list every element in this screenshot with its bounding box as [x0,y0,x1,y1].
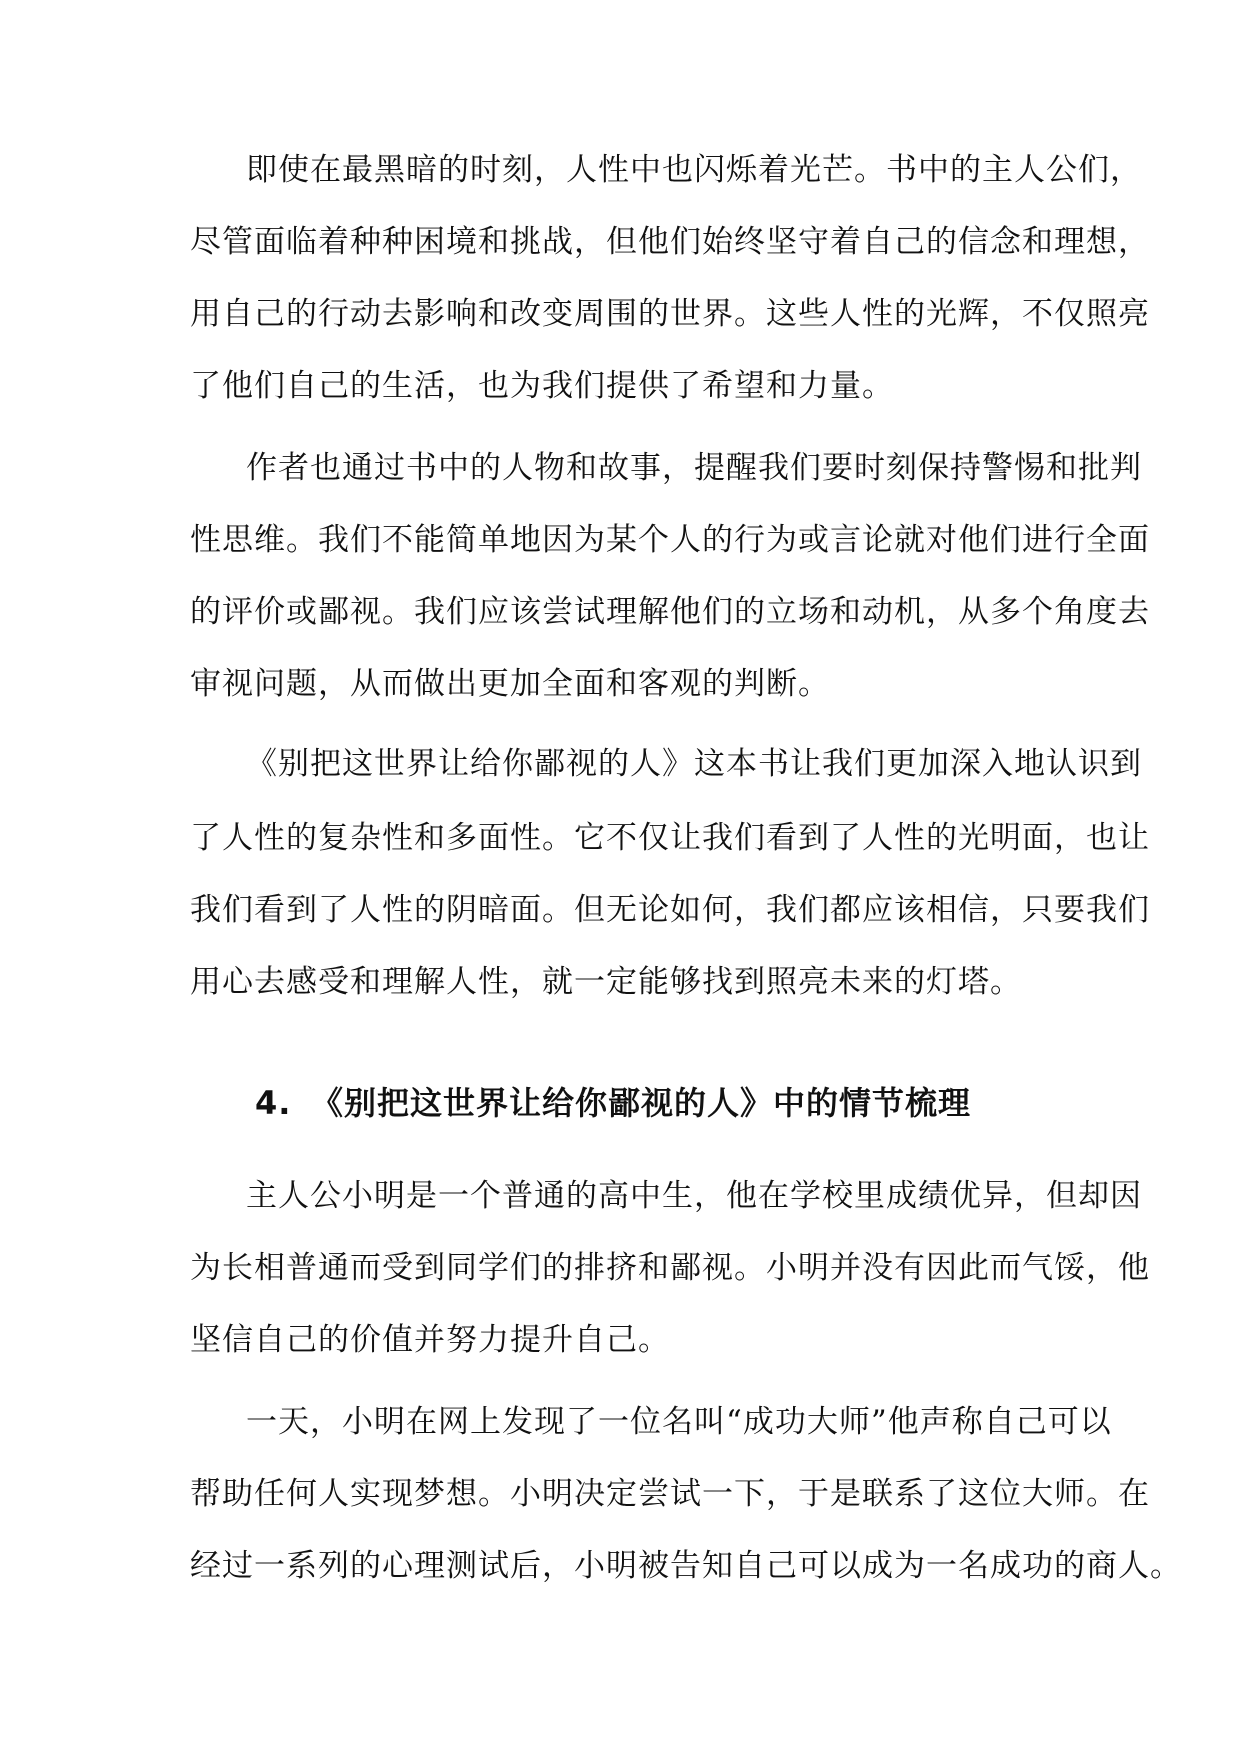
paragraph-3-line-1: 《别把这世界让给你鄙视的人》这本书让我们更加深入地认识到 [246,746,1142,782]
paragraph-1-line-3: 用自己的行动去影响和改变周围的世界。这些人性的光辉，不仅照亮 [190,296,1150,332]
paragraph-3-line-3: 我们看到了人性的阴暗面。但无论如何，我们都应该相信，只要我们 [190,892,1150,928]
paragraph-1-line-2: 尽管面临着种种困境和挑战，但他们始终坚守着自己的信念和理想， [190,224,1150,260]
section-paragraph-1-line-3: 坚信自己的价值并努力提升自己。 [190,1322,670,1358]
section-paragraph-2-line-2: 帮助任何人实现梦想。小明决定尝试一下，于是联系了这位大师。在 [190,1476,1150,1512]
section-paragraph-1-line-1: 主人公小明是一个普通的高中生，他在学校里成绩优异，但却因 [246,1178,1142,1214]
section-paragraph-1-line-2: 为长相普通而受到同学们的排挤和鄙视。小明并没有因此而气馁，他 [190,1250,1150,1286]
section-heading [255,1083,1055,1123]
paragraph-1-line-4: 了他们自己的生活，也为我们提供了希望和力量。 [190,368,894,404]
paragraph-3-line-2: 了人性的复杂性和多面性。它不仅让我们看到了人性的光明面，也让 [190,820,1150,856]
section-number: 4. [255,1084,292,1122]
paragraph-2-line-3: 的评价或鄙视。我们应该尝试理解他们的立场和动机，从多个角度去 [190,594,1150,630]
paragraph-2-line-2: 性思维。我们不能简单地因为某个人的行为或言论就对他们进行全面 [190,522,1150,558]
paragraph-2-line-4: 审视问题，从而做出更加全面和客观的判断。 [190,666,830,702]
section-paragraph-2-line-1: 一天，小明在网上发现了一位名叫“成功大师”他声称自己可以 [246,1404,1112,1440]
paragraph-3-line-4: 用心去感受和理解人性，就一定能够找到照亮未来的灯塔。 [190,964,1022,1000]
section-paragraph-2-line-3: 经过一系列的心理测试后，小明被告知自己可以成为一名成功的商人。 [190,1548,1182,1584]
paragraph-1-line-1: 即使在最黑暗的时刻，人性中也闪烁着光芒。书中的主人公们， [246,152,1142,188]
paragraph-2-line-1: 作者也通过书中的人物和故事，提醒我们要时刻保持警惕和批判 [246,450,1142,486]
section-title: 《别把这世界让给你鄙视的人》中的情节梳理 [311,1084,972,1122]
